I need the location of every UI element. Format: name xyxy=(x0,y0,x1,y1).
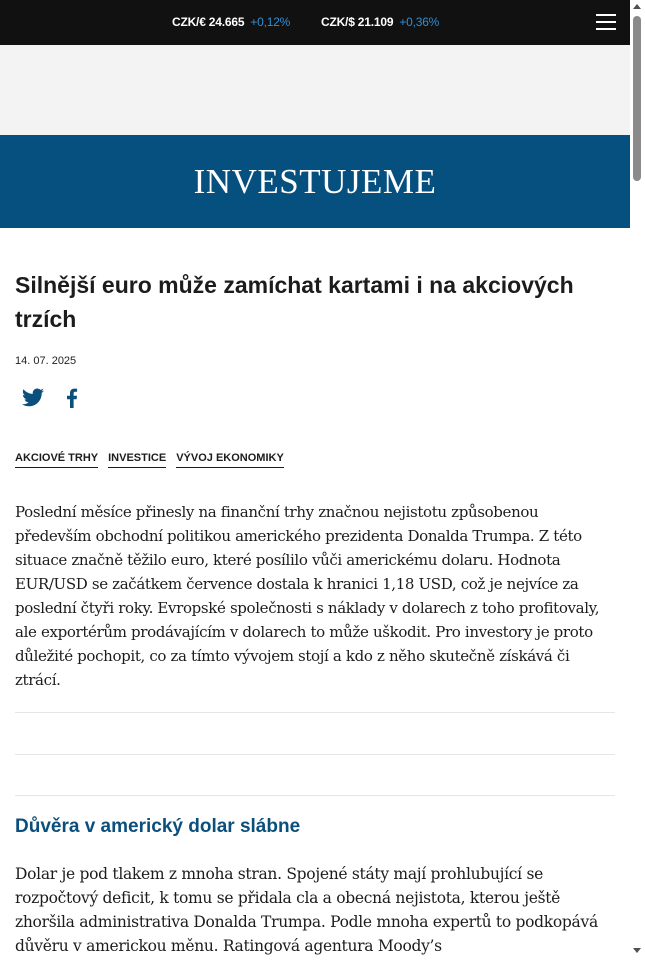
article-paragraph: Dolar je pod tlakem z mnoha stran. Spojené státy mají prohlubující se rozpočtový deficit, k tomu se přidala cla a obecná nejistota, kterou ještě zhoršila administrativa Donalda Trumpa. Podle mnoha expertů to podkopává důvěru v americkou měnu. Ratingová agentura Moody’s xyxy=(15,865,598,955)
article-lead: Poslední měsíce přinesly na finanční trhy značnou nejistotu způsobenou především obchodní politikou amerického prezidenta Donalda Trumpa. Z této situace značně těžilo euro, které posílilo vůči americkému dolaru. Hodnota EUR/USD se začátkem července dostala k hranici 1,18 USD, což je nejvíce za poslední čtyři roky. Evropské společnosti s náklady v dolarech z toho profitovaly, ale exportérům prodávajícím v dolarech to může uškodit. Pro investory je proto důležité pochopit, co za tímto vývojem stojí a kdo z něho skutečně získává či ztrácí. xyxy=(15,503,600,689)
scrollbar-thumb[interactable] xyxy=(633,16,641,181)
article-title: Silnější euro může zamíchat kartami i na akciových trzích xyxy=(15,272,574,332)
ticker-eur-change: +0,12% xyxy=(250,15,291,29)
ad-placeholder xyxy=(0,45,630,135)
scrollbar[interactable] xyxy=(630,0,645,961)
scroll-up-arrow-icon[interactable] xyxy=(633,4,641,9)
ticker-usd-rate: CZK/$ 21.109 xyxy=(321,15,394,29)
scroll-down-arrow-icon[interactable] xyxy=(633,948,641,953)
facebook-icon[interactable] xyxy=(60,386,84,410)
ticker-eur xyxy=(172,15,290,29)
ticker-eur-rate: CZK/€ 24.665 xyxy=(172,15,245,29)
currency-ticker-bar xyxy=(0,0,630,45)
tag-akciove-trhy[interactable]: AKCIOVÉ TRHY xyxy=(15,452,98,468)
hamburger-icon[interactable] xyxy=(596,13,618,31)
twitter-icon[interactable] xyxy=(21,386,45,410)
article-date: 14. 07. 2025 xyxy=(15,355,77,367)
divider xyxy=(15,754,615,755)
ticker-usd xyxy=(321,15,439,29)
site-header xyxy=(0,135,630,228)
ticker-usd-change: +0,36% xyxy=(399,15,440,29)
tag-vyvoj-ekonomiky[interactable]: VÝVOJ EKONOMIKY xyxy=(176,452,284,468)
divider xyxy=(15,795,615,796)
site-logo[interactable]: INVESTUJEME xyxy=(193,162,437,201)
divider xyxy=(15,712,615,713)
article-tags xyxy=(15,448,294,468)
tag-investice[interactable]: INVESTICE xyxy=(108,452,166,468)
section-heading: Důvěra v americký dolar slábne xyxy=(15,816,301,837)
